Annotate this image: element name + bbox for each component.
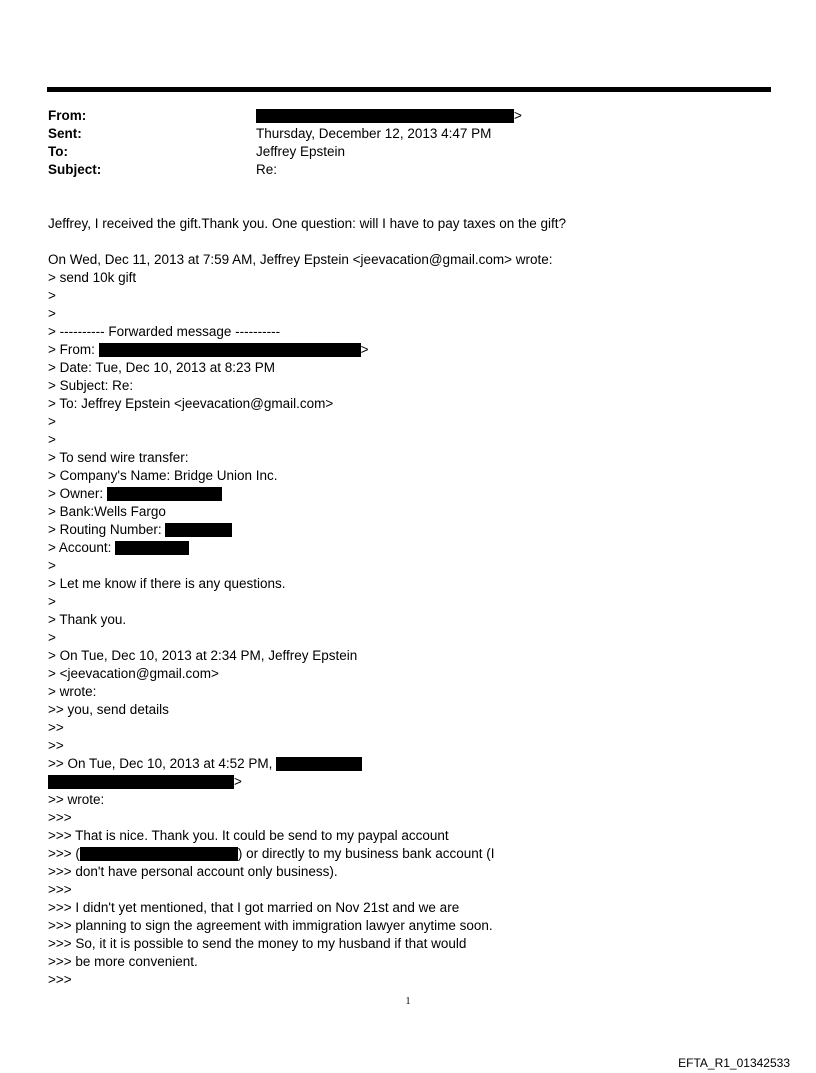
quote-line: > [48,306,56,321]
email-header [48,107,748,179]
quote-line: > Company's Name: Bridge Union Inc. [48,468,278,483]
quote-line: > [48,414,56,429]
quote-line: > To send wire transfer: [48,450,189,465]
from-row [48,107,748,125]
quote-line: >>> [48,972,72,987]
quote-line: On Wed, Dec 11, 2013 at 7:59 AM, Jeffrey Epstein <jeevacation@gmail.com> wrote: [48,252,553,267]
redaction-box [115,541,189,555]
quote-line: > wrote: [48,684,97,699]
redaction-box [276,757,362,771]
quote-line-routing: > Routing Number: [48,521,768,539]
quote-line: > <jeevacation@gmail.com> [48,666,219,681]
quote-line: > send 10k gift [48,270,137,285]
reply-text: Jeffrey, I received the gift.Thank you. One question: will I have to pay taxes on the gift? [48,216,567,231]
from-suffix: > [514,108,522,123]
quote-line: >>> [48,810,72,825]
quote-line-from: > From: > [48,342,369,357]
redaction-box [80,847,238,861]
quote-line-account: > Account: [48,539,768,557]
quote-line: >>> [48,882,72,897]
quote-line: >>> I didn't yet mentioned, that I got married on Nov 21st and we are [48,900,460,915]
quote-line: > Thank you. [48,612,127,627]
email-body [48,215,768,989]
redaction-box [48,775,234,789]
to-value: Jeffrey Epstein [256,144,346,159]
subject-label: Subject: [48,162,102,177]
page-number: 1 [405,996,411,1007]
sent-value: Thursday, December 12, 2013 4:47 PM [256,126,492,141]
redaction-box [99,343,361,357]
quote-line: >>> don't have personal account only business). [48,864,338,879]
quote-line-owner: > Owner: [48,485,768,503]
spacer [48,233,768,251]
quote-line-paypal: >>> ( ) or directly to my business bank account (I [48,846,495,861]
quote-line: > [48,432,56,447]
header-rule [47,87,771,92]
quote-line-email: > [48,773,768,791]
quote-line: >> [48,738,64,753]
sent-row [48,125,748,143]
quote-line: >> [48,720,64,735]
quote-line: >>> be more convenient. [48,954,198,969]
quote-line: >> wrote: [48,792,105,807]
redaction-box [165,523,232,537]
redaction-box [107,487,222,501]
quote-line: > Let me know if there is any questions. [48,576,286,591]
quote-line: > On Tue, Dec 10, 2013 at 2:34 PM, Jeffrey Epstein [48,648,358,663]
quote-line: > To: Jeffrey Epstein <jeevacation@gmail.com> [48,396,334,411]
document-id: EFTA_R1_01342533 [678,1056,790,1070]
quote-line: > Bank:Wells Fargo [48,504,166,519]
from-value [256,107,522,125]
quote-line: > [48,630,56,645]
redaction-box [256,109,514,123]
quote-line: > Subject: Re: [48,378,134,393]
quote-line: > [48,558,56,573]
quote-line-sender: >> On Tue, Dec 10, 2013 at 4:52 PM, [48,755,768,773]
quote-line: >> you, send details [48,702,169,717]
quote-line: >>> So, it it is possible to send the money to my husband if that would [48,936,467,951]
subject-value: Re: [256,162,278,177]
quote-line: > [48,288,56,303]
subject-row [48,161,748,179]
to-label: To: [48,144,68,159]
to-row [48,143,748,161]
quote-line: > Date: Tue, Dec 10, 2013 at 8:23 PM [48,360,276,375]
quote-line: > [48,594,56,609]
sent-label: Sent: [48,126,82,141]
quote-line: >>> planning to sign the agreement with immigration lawyer anytime soon. [48,918,493,933]
from-label: From: [48,108,87,123]
quote-line: > ---------- Forwarded message ---------- [48,324,281,339]
quote-line: >>> That is nice. Thank you. It could be send to my paypal account [48,828,449,843]
